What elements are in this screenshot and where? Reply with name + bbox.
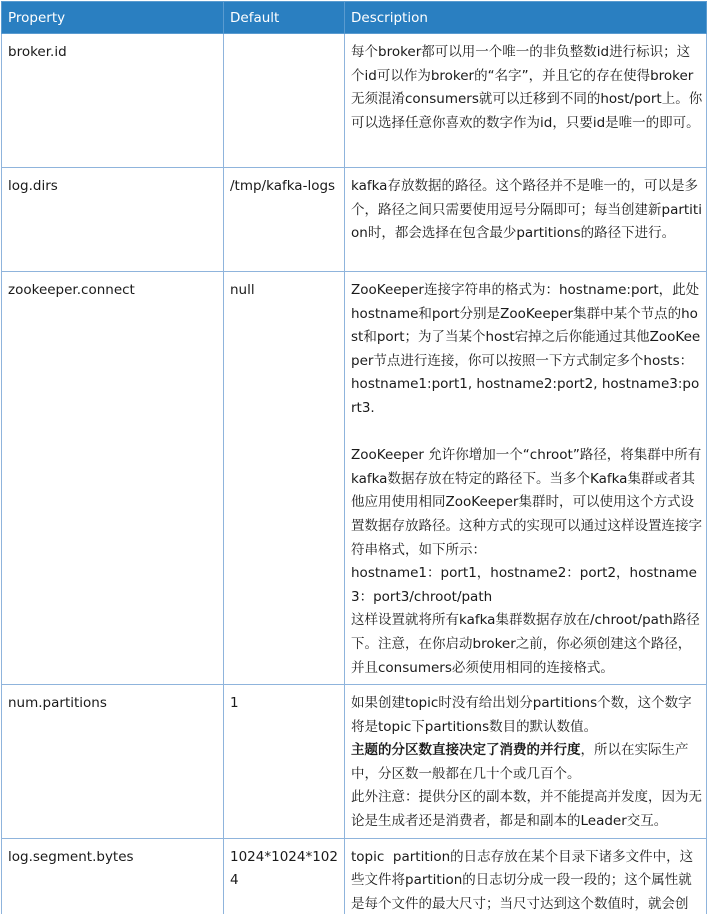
description-paragraph: topic partition的日志存放在某个目录下诸多文件中，这些文件将partition的日志切分成一段一段的；这个属性就是每个文件的最大尺寸；当尺寸达到这个数值时，就会创 (351, 848, 694, 912)
description-text: ，所以在实际生产中，分区数一般都在几十个或几百个。 (351, 742, 689, 782)
default-cell: 1 (224, 685, 345, 839)
description-cell (345, 838, 707, 914)
header-description: Description (345, 2, 707, 34)
description-paragraph: ZooKeeper 允许你增加一个“chroot”路径，将集群中所有kafka数据存放在特定的路径下。当多个Kafka集群或者其他应用使用相同ZooKeeper集群时，可以使用这个方式设置数据存放路径。这种方式的实现可以通过这样设置连接字符串格式，如下所示： (351, 447, 702, 558)
description-cell (345, 34, 707, 168)
description-paragraph: hostname1：port1，hostname2：port2，hostname3：port3/chroot/path (351, 565, 697, 605)
description-paragraph: 这样设置就将所有kafka集群数据存放在/chroot/path路径下。注意，在你启动broker之前，你必须创建这个路径，并且consumers必须使用相同的连接格式。 (351, 612, 700, 676)
table-row (2, 34, 707, 168)
kafka-config-table (1, 1, 707, 914)
description-paragraph: ZooKeeper连接字符串的格式为：hostname:port，此处hostname和port分别是ZooKeeper集群中某个节点的host和port；为了当某个host宕掉之后你能通过其他ZooKeeper节点进行连接，你可以按照一下方式制定多个hosts： (351, 282, 701, 369)
property-cell: zookeeper.connect (2, 272, 224, 685)
table-row (2, 685, 707, 839)
default-cell: 1024*1024*1024 (224, 838, 345, 914)
property-cell: broker.id (2, 34, 224, 168)
table-row (2, 838, 707, 914)
default-cell: null (224, 272, 345, 685)
default-cell (224, 34, 345, 168)
header-property: Property (2, 2, 224, 34)
property-cell: log.segment.bytes (2, 838, 224, 914)
description-cell (345, 168, 707, 272)
description-cell (345, 685, 707, 839)
description-paragraph: kafka存放数据的路径。这个路径并不是唯一的，可以是多个，路径之间只需要使用逗号分隔即可；每当创建新partition时，都会选择在包含最少partitions的路径下进行。 (351, 178, 702, 242)
table-header-row (2, 2, 707, 34)
description-paragraph: hostname1:port1, hostname2:port2, hostname3:port3. (351, 376, 700, 416)
description-blank-line (351, 421, 703, 445)
table-row (2, 168, 707, 272)
default-cell: /tmp/kafka-logs (224, 168, 345, 272)
description-paragraph: 如果创建topic时没有给出划分partitions个数，这个数字将是topic下partitions数目的默认数值。 (351, 695, 692, 735)
property-cell: num.partitions (2, 685, 224, 839)
description-paragraph (351, 739, 703, 786)
description-cell (345, 272, 707, 685)
description-paragraph: 此外注意：提供分区的副本数，并不能提高并发度，因为无论是生成者还是消费者，都是和副本的Leader交互。 (351, 789, 702, 830)
table-row (2, 272, 707, 685)
bold-emphasis: 主题的分区数直接决定了消费的并行度 (351, 742, 581, 759)
header-default: Default (224, 2, 345, 34)
property-cell: log.dirs (2, 168, 224, 272)
description-paragraph: 每个broker都可以用一个唯一的非负整数id进行标识；这个id可以作为broker的“名字”，并且它的存在使得broker无须混淆consumers就可以迁移到不同的host/port上。你可以选择任意你喜欢的数字作为id，只要id是唯一的即可。 (351, 44, 703, 131)
